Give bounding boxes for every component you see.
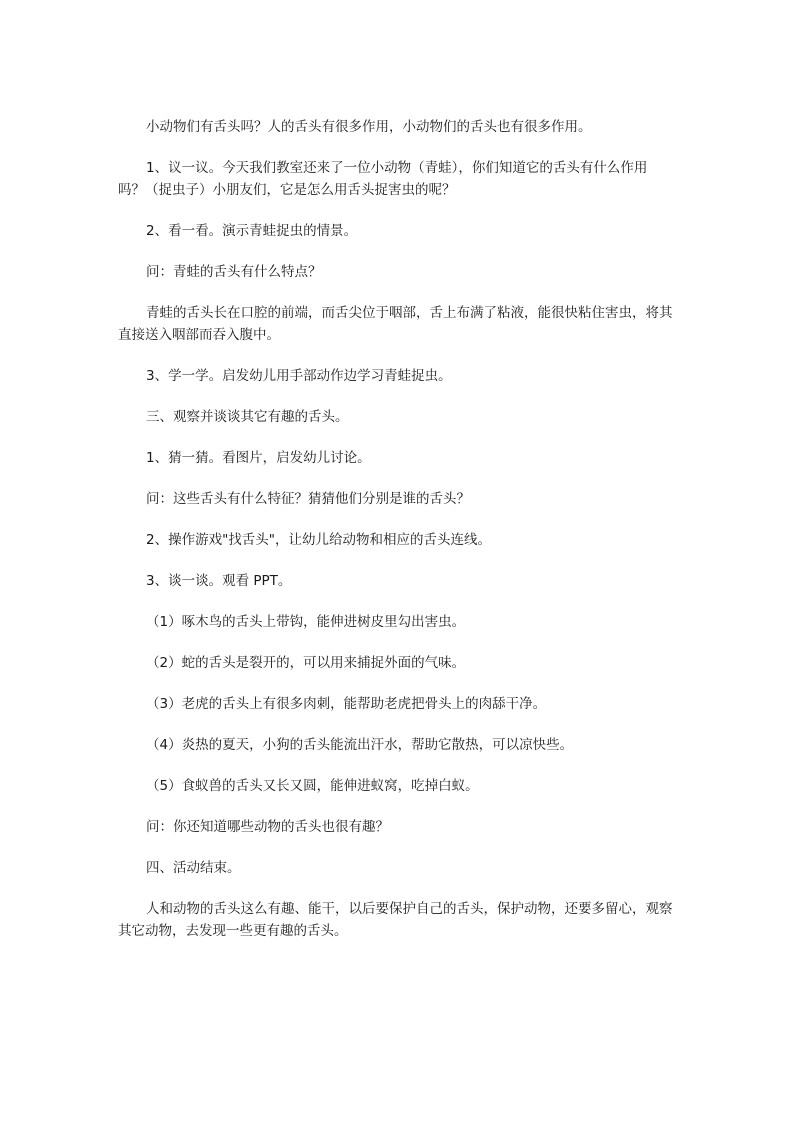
paragraph-guess: 1、猜一猜。看图片，启发幼儿讨论。 [146, 450, 371, 466]
paragraph-learn: 3、学一学。启发幼儿用手部动作边学习青蛙捉虫。 [146, 368, 452, 384]
list-item-dog: （4）炎热的夏天，小狗的舌头能流出汗水，帮助它散热，可以凉快些。 [146, 737, 574, 753]
section-heading-observe: 三、观察并谈谈其它有趣的舌头。 [146, 409, 349, 425]
paragraph-watch: 2、看一看。演示青蛙捉虫的情景。 [146, 223, 358, 239]
document-body [118, 116, 674, 961]
paragraph-question-features: 问：这些舌头有什么特征？猜猜他们分别是谁的舌头？ [146, 491, 470, 507]
list-item-tiger: （3）老虎的舌头上有很多肉刺，能帮助老虎把骨头上的肉舔干净。 [146, 696, 547, 712]
list-item-anteater: （5）食蚁兽的舌头又长又圆，能伸进蚁窝，吃掉白蚁。 [146, 778, 479, 794]
paragraph-discuss: 1、议一议。今天我们教室还来了一位小动物（青蛙），你们知道它的舌头有什么作用吗？（捉虫子）小朋友们，它是怎么用舌头捉害虫的呢？ [118, 160, 648, 198]
section-heading-end: 四、活动结束。 [146, 860, 241, 876]
list-item-snake: （2）蛇的舌头是裂开的，可以用来捕捉外面的气味。 [146, 655, 466, 671]
paragraph-question-others: 问：你还知道哪些动物的舌头也很有趣？ [146, 819, 389, 835]
list-item-woodpecker: （1）啄木鸟的舌头上带钩，能伸进树皮里勾出害虫。 [146, 614, 466, 630]
paragraph-game: 2、操作游戏"找舌头"，让幼儿给动物和相应的舌头连线。 [146, 532, 492, 548]
paragraph-intro: 小动物们有舌头吗？人的舌头有很多作用，小动物们的舌头也有很多作用。 [146, 119, 592, 135]
paragraph-conclusion: 人和动物的舌头这么有趣、能干，以后要保护自己的舌头，保护动物，还要多留心，观察其它动物，去发现一些更有趣的舌头。 [118, 901, 673, 939]
paragraph-question-frog: 问：青蛙的舌头有什么特点？ [146, 264, 322, 280]
paragraph-frog-tongue: 青蛙的舌头长在口腔的前端，而舌尖位于咽部，舌上布满了粘液，能很快粘住害虫，将其直接送入咽部而吞入腹中。 [118, 305, 673, 343]
paragraph-talk: 3、谈一谈。观看 PPT。 [146, 573, 292, 589]
